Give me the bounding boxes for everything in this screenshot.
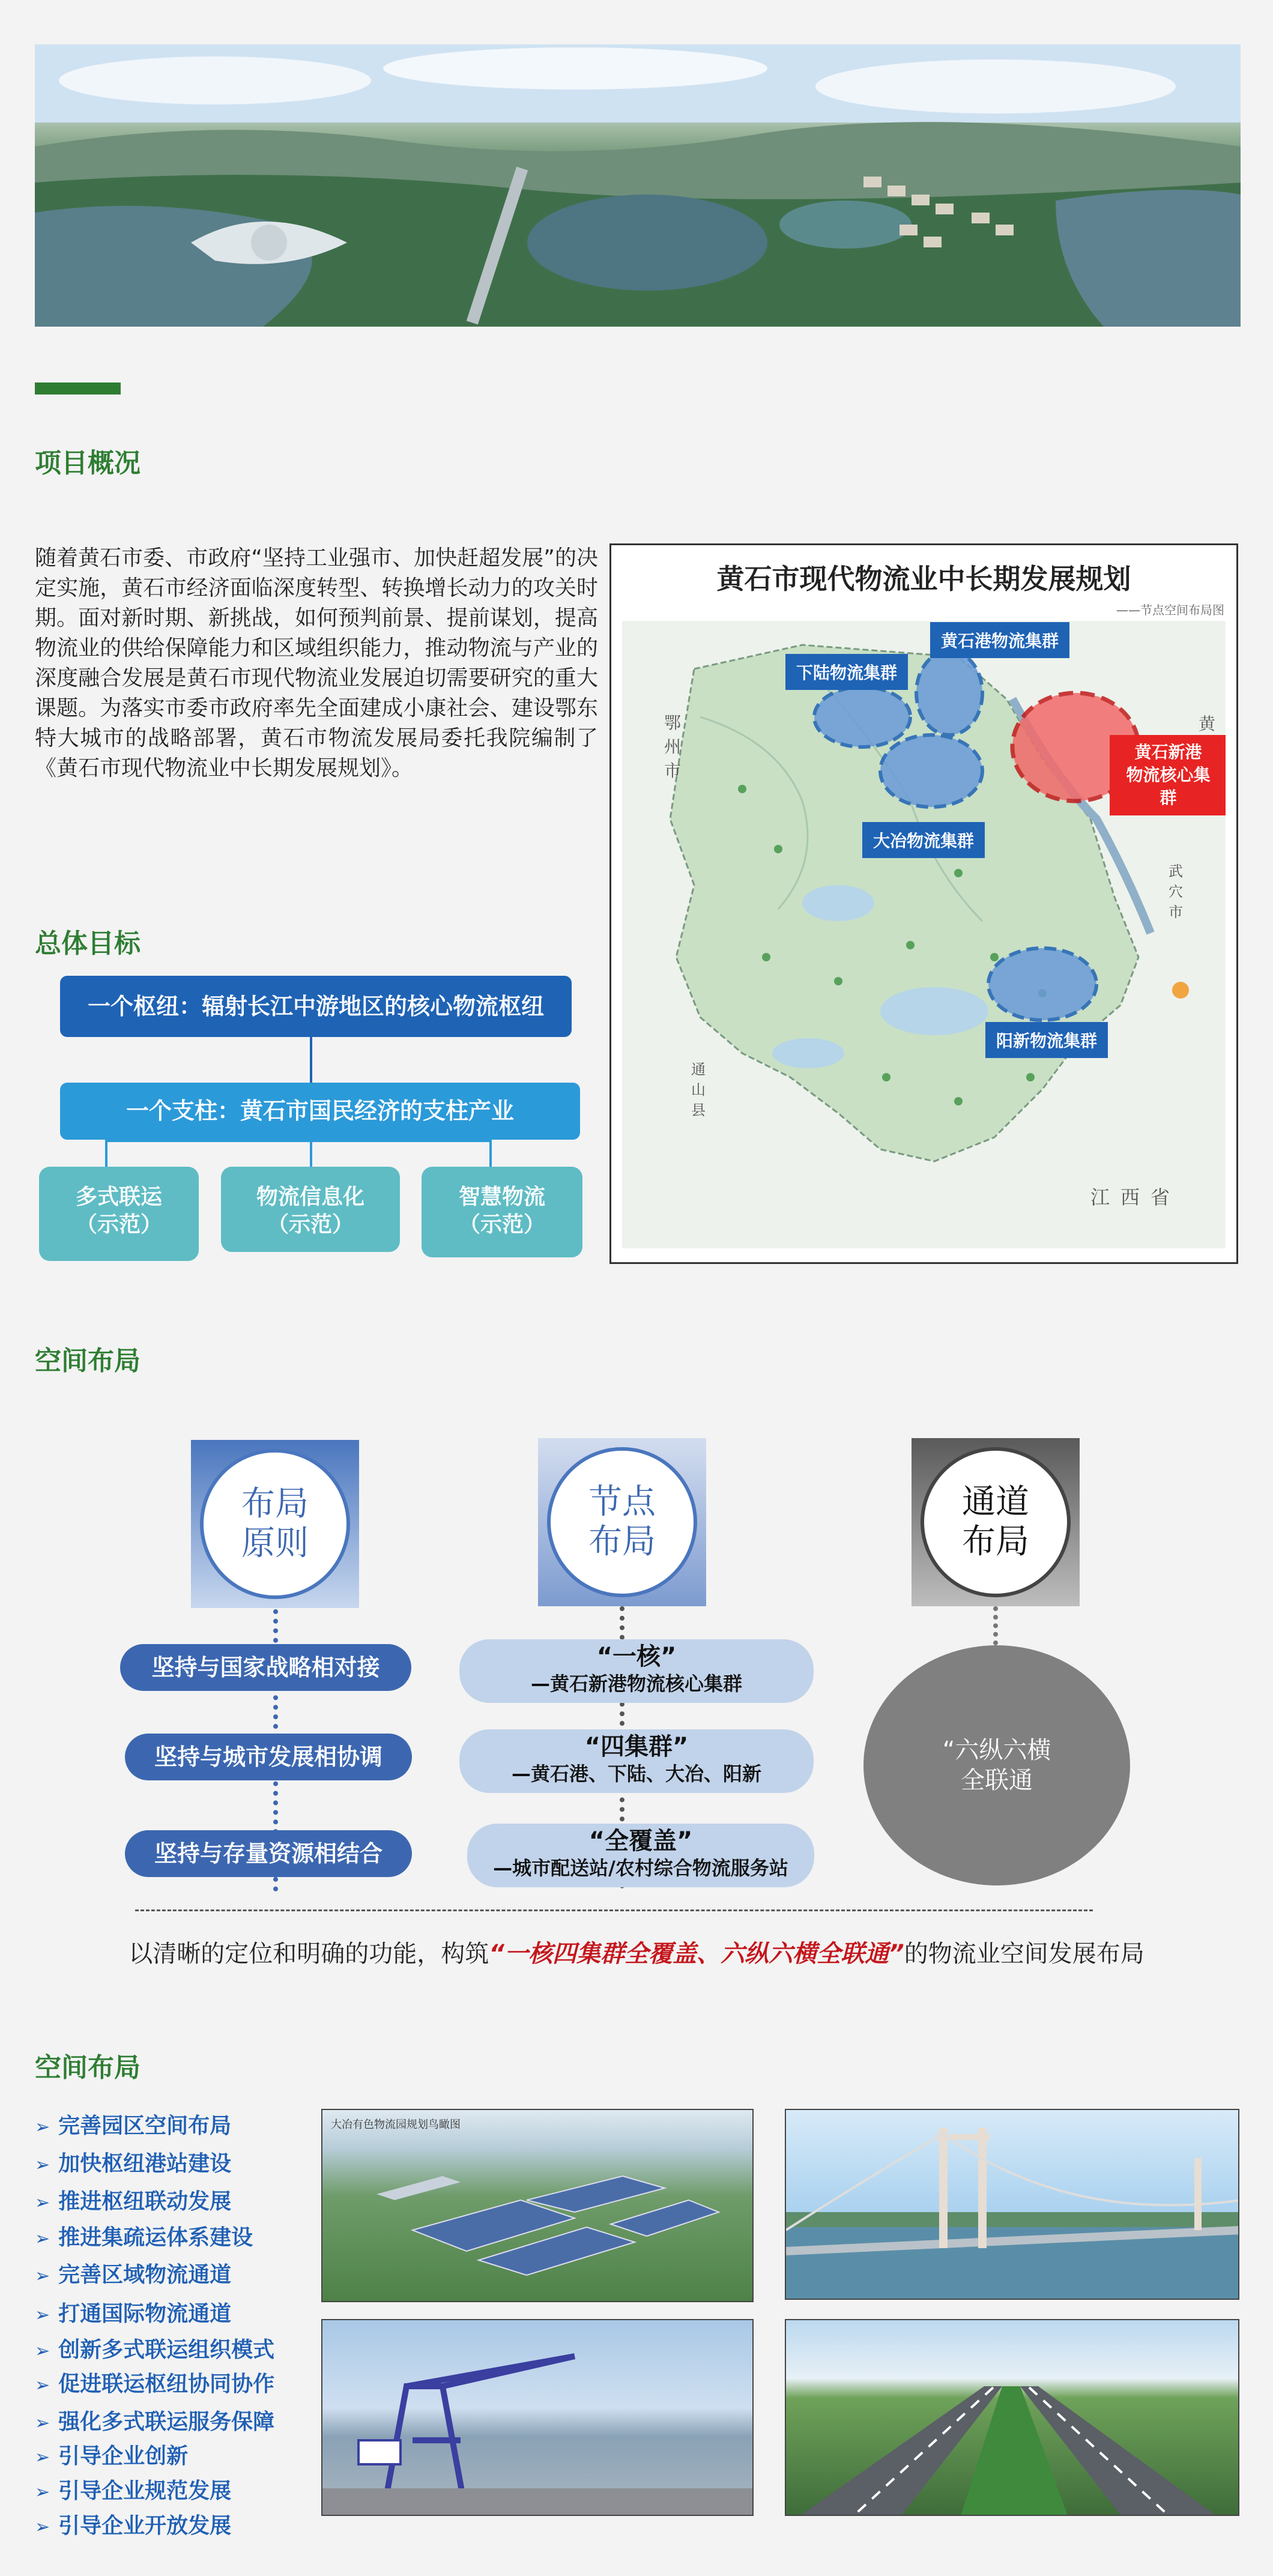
task-item xyxy=(35,2509,231,2539)
task-item xyxy=(35,2184,231,2215)
principle-line2: 原则 xyxy=(241,1524,309,1563)
task-label: 打通国际物流通道 xyxy=(58,2302,232,2326)
node-item-2 xyxy=(459,1729,814,1793)
principle-item-1: 坚持与国家战略相对接 xyxy=(120,1644,411,1691)
channel-ellipse xyxy=(863,1645,1130,1885)
cluster-core-label xyxy=(1110,735,1226,815)
node-line2: 布局 xyxy=(588,1522,656,1561)
principle-item-3: 坚持与存量资源相结合 xyxy=(125,1830,412,1877)
summary-prefix: 以清晰的定位和明确的功能，构筑 xyxy=(129,1940,489,1968)
overview-title: 项目概况 xyxy=(35,448,141,479)
arrow-icon: ➢ xyxy=(35,2305,50,2326)
sub-goal-informatization-line1: 物流信息化 xyxy=(256,1185,364,1209)
bridge-photo xyxy=(785,2109,1239,2300)
goal-branch-right xyxy=(489,1140,492,1167)
goal-connector xyxy=(310,1037,312,1083)
highway-photo xyxy=(785,2319,1239,2516)
arrow-icon: ➢ xyxy=(35,2375,50,2396)
node-square xyxy=(538,1438,706,1606)
task-label: 完善区域物流通道 xyxy=(58,2263,232,2287)
goal-title: 总体目标 xyxy=(35,928,141,959)
principle-line1: 布局 xyxy=(241,1484,309,1523)
arrow-icon: ➢ xyxy=(35,2154,50,2175)
node-item-1 xyxy=(459,1639,814,1703)
node-item-1-title: “一核” xyxy=(596,1643,677,1670)
logistics-park-photo xyxy=(321,2109,754,2302)
task-label: 加快枢纽港站建设 xyxy=(58,2151,232,2176)
goal-pillar-box: 一个支柱：黄石市国民经济的支柱产业 xyxy=(60,1083,580,1140)
task-item xyxy=(35,2367,274,2398)
task-label: 引导企业开放发展 xyxy=(58,2514,232,2538)
node-item-1-desc: —黄石新港物流核心集群 xyxy=(530,1672,742,1695)
task-item xyxy=(35,2147,231,2177)
node-line1: 节点 xyxy=(588,1483,656,1522)
cluster-yangxin-label: 阳新物流集群 xyxy=(985,1022,1108,1058)
task-label: 引导企业创新 xyxy=(58,2444,189,2469)
principle-circle xyxy=(200,1449,350,1599)
arrow-icon: ➢ xyxy=(35,2341,50,2362)
goal-branch-left xyxy=(105,1140,107,1167)
sub-goal-smart-line2: （示范） xyxy=(458,1212,545,1237)
cluster-core-line2: 物流核心集群 xyxy=(1126,765,1211,808)
arrow-icon: ➢ xyxy=(35,2228,50,2249)
task-item xyxy=(35,2221,253,2251)
map-canvas xyxy=(622,621,1226,1248)
node-item-3 xyxy=(467,1824,814,1887)
node-item-2-desc: —黄石港、下陆、大冶、阳新 xyxy=(511,1762,761,1785)
map-subtitle: ——节点空间布局图 xyxy=(1116,603,1224,617)
layout-summary xyxy=(66,1935,1207,1969)
task-item xyxy=(35,2474,231,2505)
goal-hub-box: 一个枢纽：辐射长江中游地区的核心物流枢纽 xyxy=(60,976,572,1037)
task-item xyxy=(35,2405,274,2435)
principle-square xyxy=(191,1440,359,1608)
spatial-layout-title-2: 空间布局 xyxy=(35,2052,141,2083)
sub-goal-multimodal xyxy=(39,1167,199,1261)
goal-branch-line xyxy=(105,1140,489,1142)
task-item xyxy=(35,2109,231,2139)
sub-goal-informatization-line2: （示范） xyxy=(267,1212,354,1237)
task-label: 创新多式联运组织模式 xyxy=(58,2338,275,2362)
task-label: 推进枢纽联动发展 xyxy=(58,2189,232,2214)
intro-paragraph: 随着黄石市委、市政府“坚持工业强市、加快赶超发展”的决定实施，黄石市经济面临深度转型、转换增长动力的攻关时期。面对新时期、新挑战，如何预判前景、提前谋划，提高物流业的供给保障能力和区域组织能力，推动物流与产业的深度融合发展是黄石市现代物流业发展迫切需要研究的重大课题。为落实市委市政府率先全面建成小康社会、建设鄂东特大城市的战略部署，黄石市物流发展局委托我院编制了《黄石市现代物流业中长期发展规划》。 xyxy=(35,546,598,781)
place-huang: 黄 xyxy=(1199,714,1216,734)
node-circle xyxy=(547,1447,697,1597)
accent-bar xyxy=(35,382,121,395)
channel-text-line1: “六纵六横 xyxy=(942,1737,1051,1764)
summary-highlight: “一核四集群全覆盖、六纵六横全联通” xyxy=(489,1940,904,1968)
channel-circle xyxy=(921,1447,1071,1597)
port-crane-photo xyxy=(321,2319,754,2516)
place-jiangxi: 江西省 xyxy=(1090,1186,1181,1209)
arrow-icon: ➢ xyxy=(35,2192,50,2213)
task-item xyxy=(35,2258,231,2288)
arrow-icon: ➢ xyxy=(35,2482,50,2503)
map-title: 黄石市现代物流业中长期发展规划 xyxy=(716,563,1131,595)
place-ezhou: 鄂州市 xyxy=(664,713,682,781)
goal-branch-mid xyxy=(310,1140,312,1167)
node-item-3-title: “全覆盖” xyxy=(588,1827,693,1855)
task-label: 促进联运枢纽协同协作 xyxy=(58,2372,275,2396)
place-wuxue: 武穴市 xyxy=(1169,863,1183,921)
logistics-map xyxy=(609,543,1238,1264)
spatial-layout-title: 空间布局 xyxy=(35,1346,141,1376)
cluster-xialu-label: 下陆物流集群 xyxy=(785,654,908,690)
task-item xyxy=(35,2439,188,2470)
photo-caption: 大冶有色物流园规划鸟瞰图 xyxy=(331,2118,461,2131)
channel-line1: 通道 xyxy=(962,1483,1029,1522)
sub-goal-informatization xyxy=(221,1167,400,1252)
place-tongshan: 通山县 xyxy=(691,1061,706,1119)
sub-goal-multimodal-line1: 多式联运 xyxy=(75,1185,162,1209)
node-item-2-title: “四集群” xyxy=(584,1733,689,1761)
sub-goal-smart-line1: 智慧物流 xyxy=(458,1185,545,1209)
arrow-icon: ➢ xyxy=(35,2117,50,2138)
summary-divider xyxy=(135,1909,1093,1911)
task-label: 强化多式联运服务保障 xyxy=(58,2410,275,2434)
channel-text-line2: 全联通 xyxy=(960,1767,1033,1794)
cluster-daye-label: 大冶物流集群 xyxy=(862,822,985,858)
principle-item-2: 坚持与城市发展相协调 xyxy=(125,1734,412,1780)
channel-dotted-line xyxy=(993,1606,998,1645)
task-label: 完善园区空间布局 xyxy=(58,2114,232,2138)
channel-square xyxy=(912,1438,1080,1606)
task-label: 引导企业规范发展 xyxy=(58,2479,232,2503)
arrow-icon: ➢ xyxy=(35,2517,50,2538)
task-item xyxy=(35,2297,231,2327)
node-item-3-desc: —城市配送站/农村综合物流服务站 xyxy=(493,1857,788,1879)
cluster-port-label: 黄石港物流集群 xyxy=(930,622,1069,658)
task-label: 推进集疏运体系建设 xyxy=(58,2225,253,2250)
summary-suffix: 的物流业空间发展布局 xyxy=(904,1940,1144,1968)
arrow-icon: ➢ xyxy=(35,2447,50,2468)
arrow-icon: ➢ xyxy=(35,2266,50,2287)
channel-line2: 布局 xyxy=(962,1522,1029,1561)
arrow-icon: ➢ xyxy=(35,2413,50,2434)
task-item xyxy=(35,2333,274,2363)
cluster-core-line1: 黄石新港 xyxy=(1134,742,1202,762)
sub-goal-smart xyxy=(422,1167,582,1257)
banner-aerial-photo xyxy=(35,44,1241,327)
sub-goal-multimodal-line2: （示范） xyxy=(75,1212,162,1237)
